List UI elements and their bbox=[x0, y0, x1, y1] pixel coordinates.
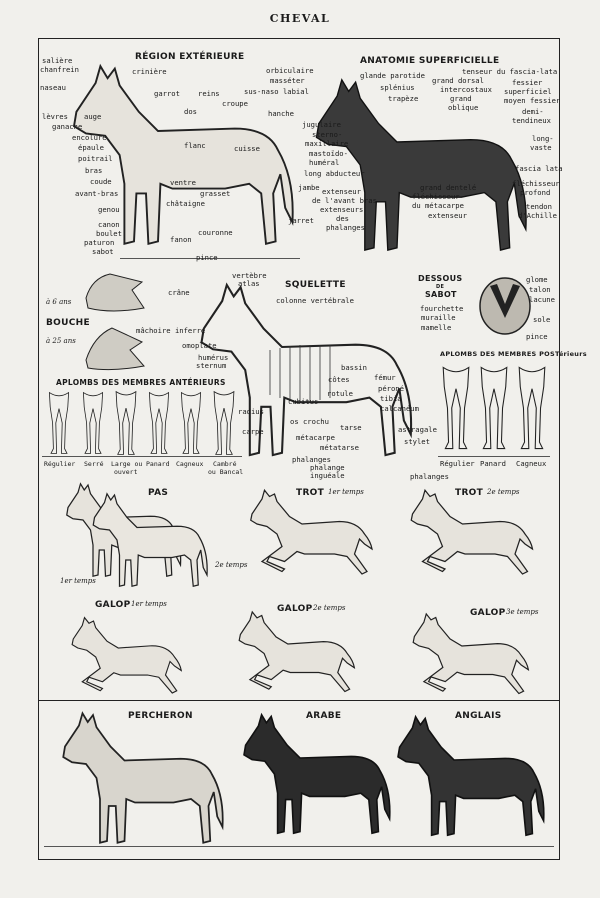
label-ouvert: ouvert bbox=[114, 468, 138, 476]
label-regulier-front: Régulier bbox=[44, 460, 76, 468]
label-splenius: splénius bbox=[380, 83, 415, 92]
hind-limbs-heading: APLOMBS DES MEMBRES POSTérieurs bbox=[440, 350, 587, 358]
label-perone: péroné bbox=[378, 384, 404, 393]
ground-line bbox=[42, 456, 242, 457]
label-omoplate: omoplate bbox=[182, 341, 217, 350]
label-sole: sole bbox=[533, 315, 551, 324]
label-sterno: sterno- bbox=[312, 130, 343, 139]
label-intercostaux: intercostaux bbox=[440, 85, 492, 94]
label-cambre: Cambré bbox=[213, 460, 237, 468]
label-fascia-lata: fascia lata bbox=[515, 164, 563, 173]
label-chataigne: châtaigne bbox=[166, 199, 205, 208]
label-trapeze: trapèze bbox=[388, 94, 419, 103]
label-panard-hind: Panard bbox=[480, 459, 506, 468]
label-sternum: sternum bbox=[196, 361, 227, 370]
age-6-label: à 6 ans bbox=[46, 298, 72, 306]
label-humerus: humérus bbox=[198, 353, 229, 362]
galop3-temps: 3e temps bbox=[506, 608, 539, 616]
label-paturon: paturon bbox=[84, 238, 115, 247]
label-tarse: tarse bbox=[340, 423, 362, 432]
label-cagneux-hind: Cagneux bbox=[516, 459, 547, 468]
horse-trot-illustration-1 bbox=[242, 484, 377, 584]
label-phalange: phalange bbox=[310, 463, 345, 472]
skeleton-heading: SQUELETTE bbox=[285, 280, 346, 290]
label-canon: canon bbox=[98, 220, 120, 229]
label-radius: radius bbox=[238, 407, 264, 416]
hind-limbs-illustration bbox=[440, 362, 550, 456]
label-poitrail: poitrail bbox=[78, 154, 113, 163]
horse-trot-illustration-2 bbox=[400, 484, 540, 584]
label-garrot: garrot bbox=[154, 89, 180, 98]
label-atlas: atlas bbox=[238, 279, 260, 288]
hoof-illustration bbox=[478, 274, 532, 336]
label-mastoido: mastoïdo- bbox=[309, 149, 348, 158]
label-levres: lèvres bbox=[42, 112, 68, 121]
label-phalanges-front: phalanges bbox=[292, 455, 331, 464]
horse-gallop-illustration-3 bbox=[394, 608, 544, 703]
exterior-heading: RÉGION EXTÉRIEURE bbox=[135, 52, 245, 62]
mouth-heading: BOUCHE bbox=[46, 318, 90, 328]
label-demi: demi- bbox=[522, 107, 544, 116]
label-lacune: lacune bbox=[529, 295, 555, 304]
label-sus-naso-labial: sus-naso labial bbox=[244, 87, 309, 96]
label-avant-bras: avant-bras bbox=[75, 189, 119, 198]
trot1-temps: 1er temps bbox=[328, 488, 364, 496]
label-cotes: côtes bbox=[328, 375, 350, 384]
label-hanche: hanche bbox=[268, 109, 294, 118]
label-du-metacarpe: du métacarpe bbox=[412, 201, 464, 210]
label-tendineux: tendineux bbox=[512, 116, 551, 125]
label-extenseur-1: extenseur bbox=[322, 187, 361, 196]
label-pince-hoof: pince bbox=[526, 332, 548, 341]
label-vertebre: vertèbre bbox=[232, 271, 267, 280]
horse-gallop-illustration-2 bbox=[220, 606, 370, 701]
label-epaule: épaule bbox=[78, 143, 104, 152]
label-glande-parotide: glande parotide bbox=[360, 71, 425, 80]
label-metacarpe: métacarpe bbox=[296, 433, 335, 442]
label-flanc: flanc bbox=[184, 141, 206, 150]
label-croupe: croupe bbox=[222, 99, 248, 108]
label-ou-bancal: ou Bancal bbox=[208, 468, 244, 476]
label-maxillaire: maxillaire bbox=[305, 139, 349, 148]
label-jugulaire: jugulaire bbox=[302, 120, 341, 129]
horse-gallop-illustration-1 bbox=[50, 612, 200, 702]
label-talon: talon bbox=[529, 285, 551, 294]
label-humeral: huméral bbox=[309, 158, 340, 167]
hoof-heading-3: SABOT bbox=[425, 290, 457, 299]
label-grand-dentele: grand dentelé bbox=[420, 183, 477, 192]
label-muraille: muraille bbox=[421, 313, 456, 322]
label-grand-dorsal: grand dorsal bbox=[432, 76, 484, 85]
label-cagneux-front: Cagneux bbox=[176, 460, 204, 468]
label-ganache: ganache bbox=[52, 122, 83, 131]
hoof-heading-2: DE bbox=[436, 284, 445, 290]
galop1-heading: GALOP bbox=[95, 600, 131, 610]
trot1-heading: TROT bbox=[296, 488, 325, 498]
label-tenseur-fascia-lata: tenseur du fascia-lata bbox=[462, 67, 558, 76]
label-reins: reins bbox=[198, 89, 220, 98]
label-long: long- bbox=[532, 134, 554, 143]
arabe-illustration bbox=[236, 704, 396, 844]
label-encolure: encolure bbox=[72, 133, 107, 142]
trot2-temps: 2e temps bbox=[487, 488, 520, 496]
horse-anatomy-illustration bbox=[305, 65, 535, 265]
label-os-crochu: os crochu bbox=[290, 417, 329, 426]
label-sabot: sabot bbox=[92, 247, 114, 256]
label-jarret: jarret bbox=[288, 216, 314, 225]
label-regulier-hind: Régulier bbox=[440, 459, 475, 468]
anglais-heading: ANGLAIS bbox=[455, 711, 502, 721]
label-panard-front: Panard bbox=[146, 460, 170, 468]
label-criniere: crinière bbox=[132, 67, 167, 76]
label-jambe: jambe bbox=[298, 183, 320, 192]
percheron-illustration bbox=[42, 708, 242, 848]
label-cuisse: cuisse bbox=[234, 144, 260, 153]
label-fessier: fessier bbox=[512, 78, 543, 87]
label-des: des bbox=[336, 214, 349, 223]
anatomy-heading: ANATOMIE SUPERFICIELLE bbox=[360, 56, 500, 66]
trot2-heading: TROT bbox=[455, 488, 484, 498]
plate-title: CHEVAL bbox=[269, 12, 331, 25]
age-25-label: à 25 ans bbox=[46, 337, 76, 345]
label-auge: auge bbox=[84, 112, 102, 121]
label-stylet: stylet bbox=[404, 437, 430, 446]
label-phalanges-hind: phalanges bbox=[410, 472, 449, 481]
label-fourchette: fourchette bbox=[420, 304, 464, 313]
galop3-heading: GALOP bbox=[470, 608, 506, 618]
label-rotule: rotule bbox=[327, 389, 353, 398]
hoof-heading-1: DESSOUS bbox=[418, 274, 463, 283]
horse-walk-illustration-2 bbox=[82, 490, 217, 590]
label-large-ou: Large ou bbox=[111, 460, 143, 468]
label-phalanges: phalanges bbox=[326, 223, 365, 232]
anglais-illustration bbox=[390, 706, 550, 846]
label-ingueale: inguéale bbox=[310, 471, 345, 480]
label-tendon: tendon bbox=[526, 202, 552, 211]
label-masseter: masséter bbox=[270, 76, 305, 85]
label-colonne-vertebrale: colonne vertébrale bbox=[276, 296, 354, 305]
label-femur: fémur bbox=[374, 373, 396, 382]
label-pince: pince bbox=[196, 253, 218, 262]
front-limbs-illustration bbox=[45, 390, 245, 458]
label-coude: coude bbox=[90, 177, 112, 186]
pas-temps-2: 2e temps bbox=[215, 561, 248, 569]
label-crane: crâne bbox=[168, 288, 190, 297]
label-saliere: salière bbox=[42, 56, 73, 65]
label-extenseurs: extenseurs bbox=[320, 205, 364, 214]
label-flechisseur-2: fléchisseur bbox=[412, 192, 460, 201]
label-dos: dos bbox=[184, 107, 197, 116]
galop2-heading: GALOP bbox=[277, 604, 313, 614]
ground-line bbox=[44, 846, 554, 847]
label-extenseur-2: extenseur bbox=[428, 211, 467, 220]
galop1-temps: 1er temps bbox=[131, 600, 167, 608]
label-fanon: fanon bbox=[170, 235, 192, 244]
label-moyen-fessier: moyen fessier bbox=[504, 96, 561, 105]
label-serre: Serré bbox=[84, 460, 104, 468]
ground-line bbox=[438, 456, 550, 457]
label-astragale: astragale bbox=[398, 425, 437, 434]
label-orbiculaire: orbiculaire bbox=[266, 66, 314, 75]
galop2-temps: 2e temps bbox=[313, 604, 346, 612]
label-cubitus: cubitus bbox=[288, 397, 319, 406]
percheron-heading: PERCHERON bbox=[128, 711, 193, 721]
label-boulet: boulet bbox=[96, 229, 122, 238]
label-glome: glome bbox=[526, 275, 548, 284]
label-naseau: naseau bbox=[40, 83, 66, 92]
label-de-lavant-bras: de l'avant bras bbox=[312, 196, 377, 205]
label-bras: bras bbox=[85, 166, 103, 175]
label-chanfrein: chanfrein bbox=[40, 65, 79, 74]
arabe-heading: ARABE bbox=[306, 711, 342, 721]
label-tibia: tibia bbox=[380, 394, 402, 403]
label-dachille: d'Achille bbox=[518, 211, 557, 220]
label-mamelle: mamelle bbox=[421, 323, 452, 332]
pas-heading: PAS bbox=[148, 488, 169, 498]
pas-temps-1: 1er temps bbox=[60, 577, 96, 585]
label-profond: profond bbox=[520, 188, 551, 197]
label-machoire: mâchoire inferre bbox=[136, 326, 206, 335]
label-flechisseur-1: fléchisseur bbox=[512, 179, 560, 188]
label-superficiel: superficiel bbox=[504, 87, 552, 96]
label-grasset: grasset bbox=[200, 189, 231, 198]
label-genou: genou bbox=[98, 205, 120, 214]
label-grand: grand bbox=[450, 94, 472, 103]
label-oblique: oblique bbox=[448, 103, 479, 112]
label-carpe: carpe bbox=[242, 427, 264, 436]
label-couronne: couronne bbox=[198, 228, 233, 237]
label-long-abducteur: long abducteur bbox=[304, 169, 365, 178]
teeth-6-years-illustration bbox=[82, 268, 148, 316]
label-calcaneum: calcanéum bbox=[380, 404, 419, 413]
label-ventre: ventre bbox=[170, 178, 196, 187]
front-limbs-heading: APLOMBS DES MEMBRES ANTÉRIEURS bbox=[56, 378, 226, 387]
label-bassin: bassin bbox=[341, 363, 367, 372]
label-metatarse: métatarse bbox=[320, 443, 359, 452]
label-vaste: vaste bbox=[530, 143, 552, 152]
